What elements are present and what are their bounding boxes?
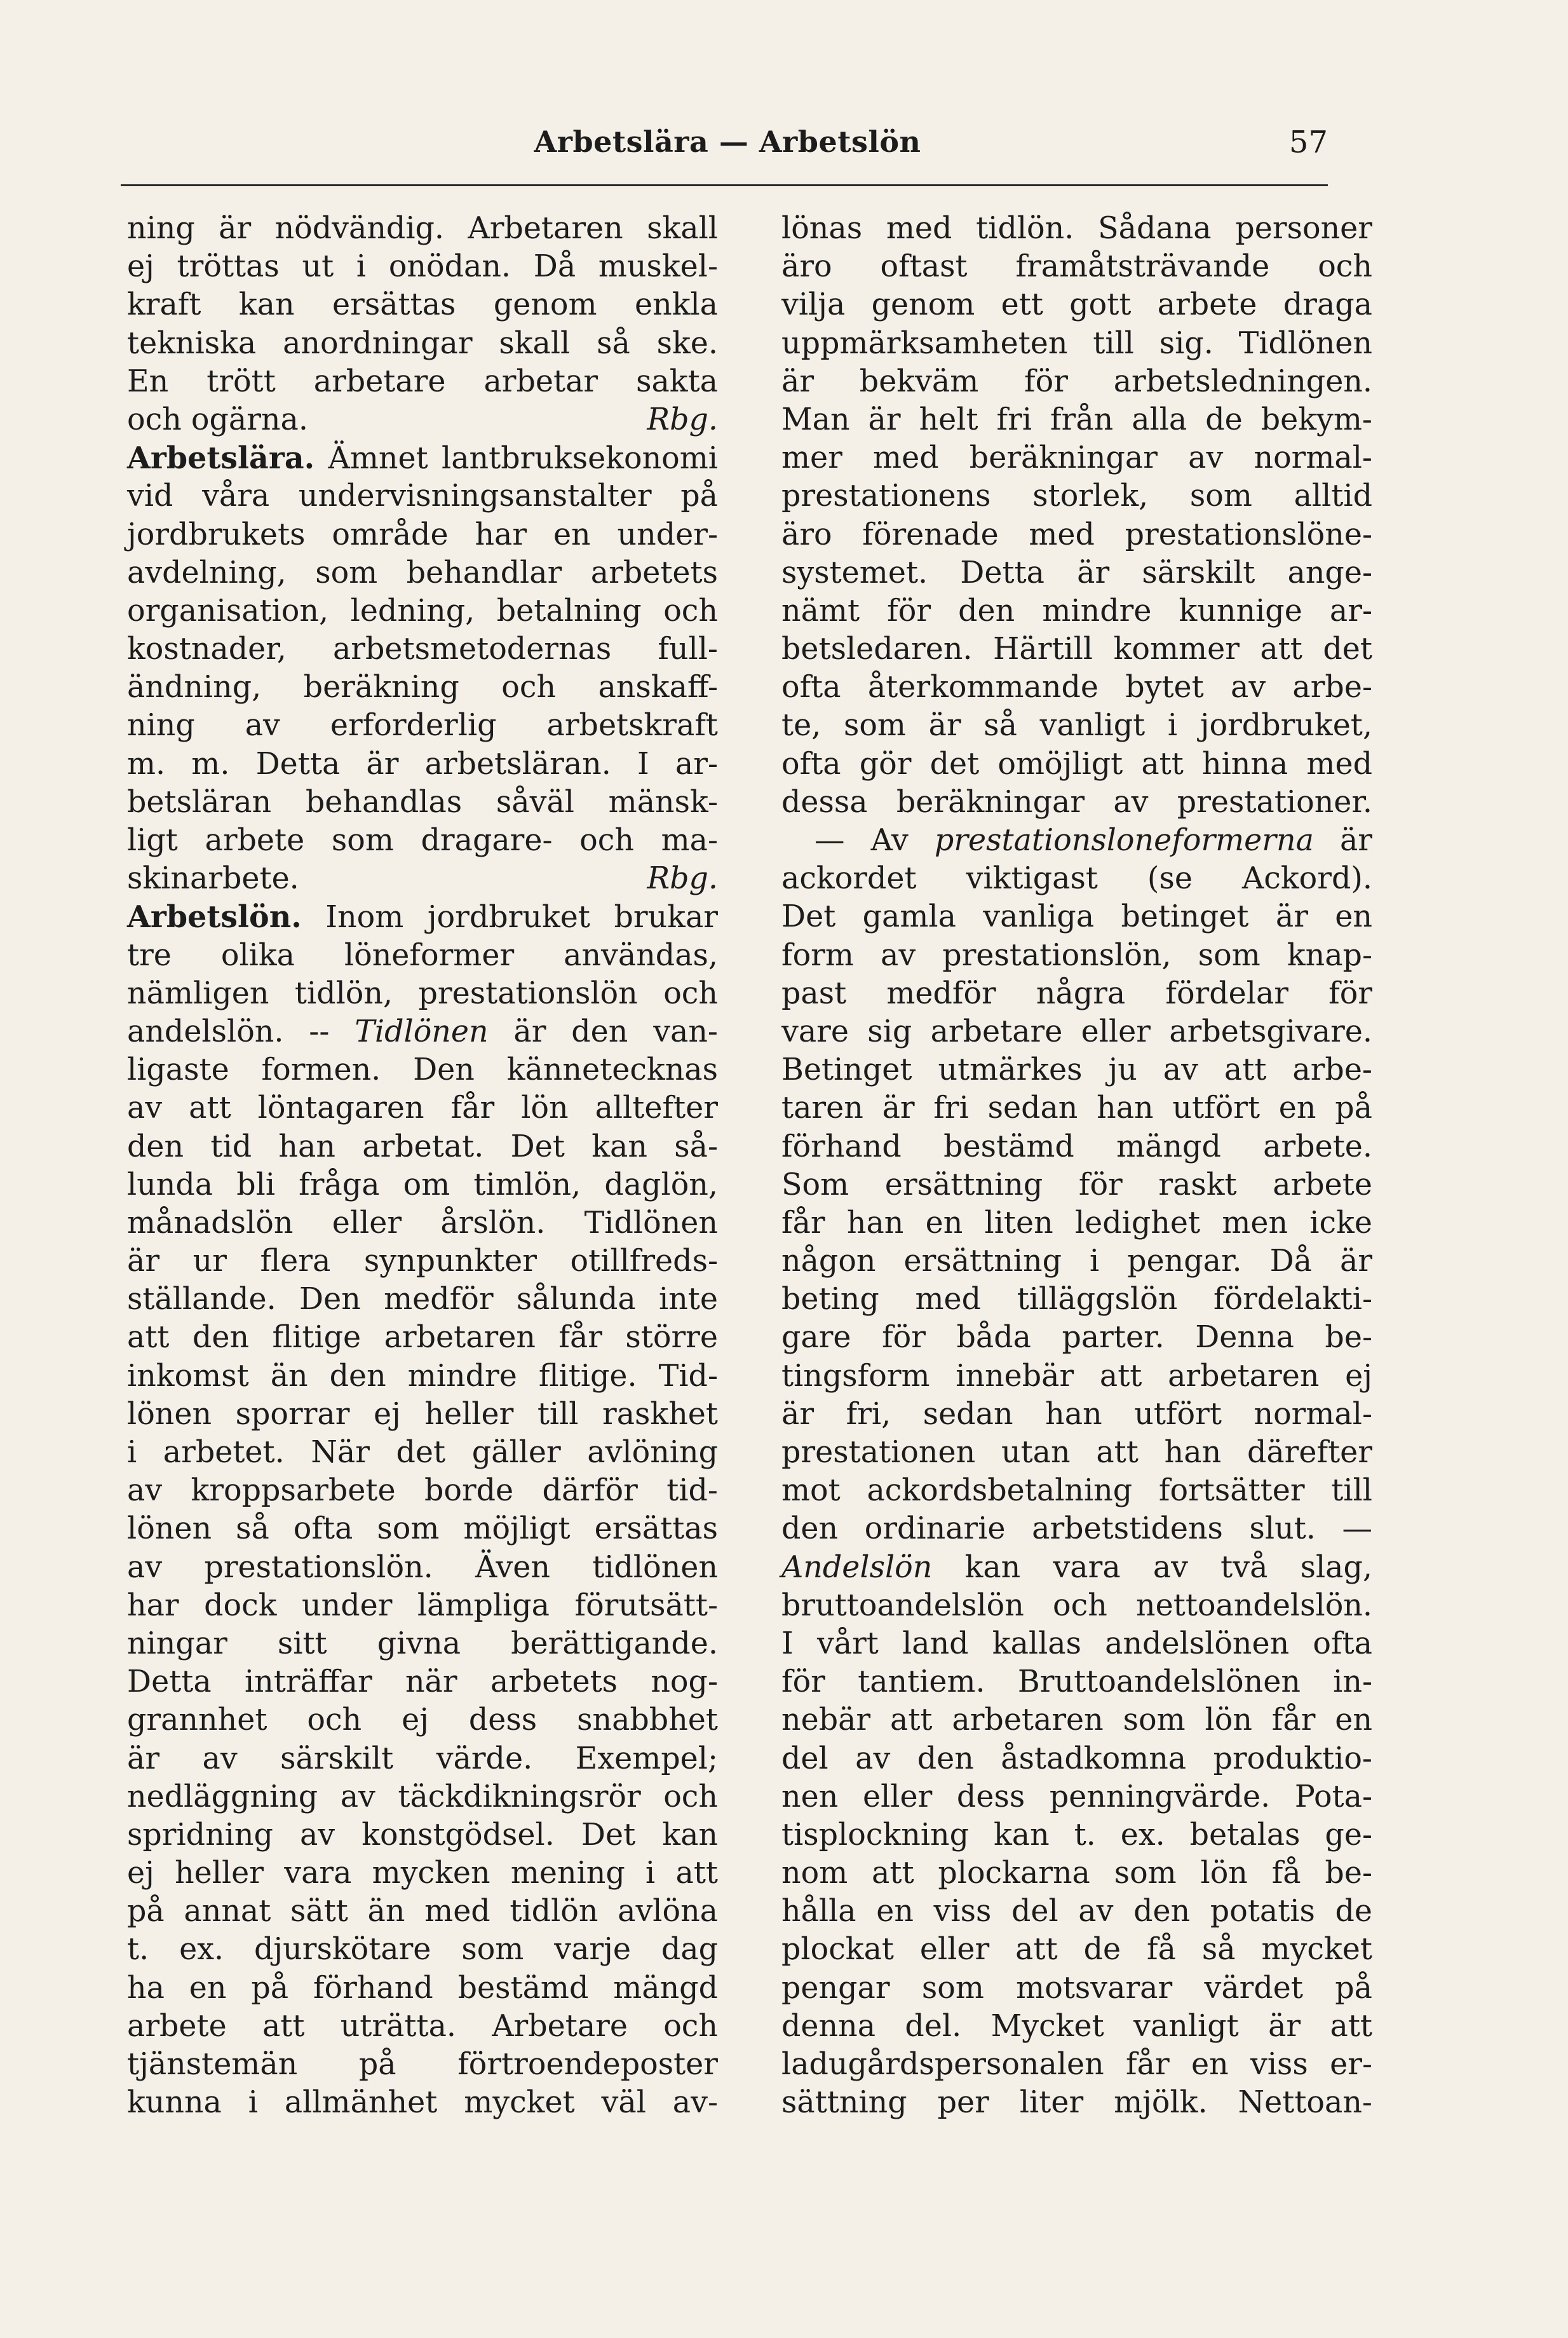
text-line: betsläran behandlas såväl mänsk-: [127, 784, 718, 820]
text-line: ning av erforderlig arbetskraft: [127, 708, 718, 744]
text-line-with-signature: [127, 401, 718, 439]
text-line: på annat sätt än med tidlön avlöna: [127, 1894, 718, 1929]
text-line: ofta gör det omöjligt att hinna med: [781, 746, 1372, 782]
header-rule: [121, 184, 1328, 186]
text-line: prestationen utan att han därefter: [781, 1435, 1372, 1470]
entry-first-line: [127, 898, 718, 936]
text-line: mot ackordsbetalning fortsätter till: [781, 1473, 1372, 1509]
text-line: m. m. Detta är arbetsläran. I ar-: [127, 746, 718, 782]
text-line: [781, 822, 1372, 860]
text-line: uppmärksamheten till sig. Tidlönen: [781, 325, 1372, 361]
text-line: den tid han arbetat. Det kan så-: [127, 1129, 718, 1164]
entry-first-line: [127, 439, 718, 477]
text-line: är fri, sedan han utfört normal-: [781, 1396, 1372, 1432]
text-fragment: och ogärna.: [127, 402, 308, 437]
text-line: ligaste formen. Den kännetecknas: [127, 1052, 718, 1088]
text-fragment: Inom jordbruket brukar: [325, 900, 718, 935]
text-line: denna del. Mycket vanligt är att: [781, 2008, 1372, 2044]
text-line: form av prestationslön, som knap-: [781, 937, 1372, 973]
text-line: lönas med tidlön. Sådana personer: [781, 211, 1372, 246]
text-line: jordbrukets område har en under-: [127, 517, 718, 552]
text-line: grannhet och ej dess snabbhet: [127, 1703, 718, 1738]
text-line: av prestationslön. Även tidlönen: [127, 1549, 718, 1585]
page-header: [127, 125, 1328, 175]
text-fragment: är den van-: [488, 1014, 718, 1049]
text-line: kostnader, arbetsmetodernas full-: [127, 632, 718, 667]
text-line: lönen sporrar ej heller till raskhet: [127, 1396, 718, 1432]
text-line: ladugårdspersonalen får en viss er-: [781, 2047, 1372, 2082]
text-line: förhand bestämd mängd arbete.: [781, 1129, 1372, 1164]
author-signature: Rbg.: [647, 861, 718, 897]
text-line-with-signature: [127, 860, 718, 898]
text-line: ackordet viktigast (se Ackord).: [781, 861, 1372, 897]
text-line: Betinget utmärkes ju av att arbe-: [781, 1052, 1372, 1088]
text-line: taren är fri sedan han utfört en på: [781, 1091, 1372, 1126]
text-line: nämt för den mindre kunnige ar-: [781, 593, 1372, 629]
text-line: Man är helt fri från alla de bekym-: [781, 402, 1372, 437]
text-fragment: kan vara av två slag,: [932, 1549, 1372, 1585]
text-line: [781, 1549, 1372, 1587]
text-line: inkomst än den mindre flitige. Tid-: [127, 1358, 718, 1394]
entry-headword: Arbetslära.: [127, 440, 315, 477]
text-line: nämligen tidlön, prestationslön och: [127, 975, 718, 1011]
entry-headword: Arbetslön.: [127, 899, 302, 935]
text-line: te, som är så vanligt i jordbruket,: [781, 708, 1372, 744]
text-line: organisation, ledning, betalning och: [127, 593, 718, 629]
text-line: ha en på förhand bestämd mängd: [127, 1970, 718, 2006]
text-line: den ordinarie arbetstidens slut. —: [781, 1511, 1372, 1547]
text-line: lunda bli fråga om timlön, daglön,: [127, 1167, 718, 1202]
text-line: i arbetet. När det gäller avlöning: [127, 1435, 718, 1470]
right-column: [781, 210, 1372, 2122]
text-line: del av den åstadkomna produktio-: [781, 1741, 1372, 1776]
text-line: dessa beräkningar av prestationer.: [781, 784, 1372, 820]
text-line: tre olika löneformer användas,: [127, 937, 718, 973]
text-line: systemet. Detta är särskilt ange-: [781, 555, 1372, 590]
text-line: nedläggning av täckdikningsrör och: [127, 1779, 718, 1814]
text-line: avdelning, som behandlar arbetets: [127, 555, 718, 590]
text-line: ning är nödvändig. Arbetaren skall: [127, 211, 718, 246]
text-line: tjänstemän på förtroendeposter: [127, 2047, 718, 2082]
text-line: past medför några fördelar för: [781, 975, 1372, 1011]
text-line: ej tröttas ut i onödan. Då muskel-: [127, 249, 718, 285]
text-line: prestationens storlek, som alltid: [781, 479, 1372, 514]
text-line: har dock under lämpliga förutsätt-: [127, 1587, 718, 1623]
italic-term: Tidlönen: [355, 1014, 489, 1049]
text-line: månadslön eller årslön. Tidlönen: [127, 1205, 718, 1240]
text-line: [127, 1013, 718, 1051]
text-line: för tantiem. Bruttoandelslönen in-: [781, 1664, 1372, 1700]
text-line: ställande. Den medför sålunda inte: [127, 1282, 718, 1317]
text-line: tisplockning kan t. ex. betalas ge-: [781, 1817, 1372, 1852]
text-line: kraft kan ersättas genom enkla: [127, 287, 718, 323]
author-signature: Rbg.: [647, 402, 718, 437]
text-fragment: andelslön. --: [127, 1014, 355, 1049]
running-head: Arbetslära — Arbetslön: [534, 125, 921, 159]
text-line: gare för båda parter. Denna be-: [781, 1320, 1372, 1356]
text-line: I vårt land kallas andelslönen ofta: [781, 1626, 1372, 1661]
text-line: att den flitige arbetaren får större: [127, 1320, 718, 1356]
text-line: nebär att arbetaren som lön får en: [781, 1703, 1372, 1738]
text-line: betsledaren. Härtill kommer att det: [781, 632, 1372, 667]
text-line: nom att plockarna som lön få be-: [781, 1856, 1372, 1891]
text-fragment: Ämnet lantbruksekonomi: [328, 441, 718, 477]
text-line: nen eller dess penningvärde. Pota-: [781, 1779, 1372, 1814]
text-line: ofta återkommande bytet av arbe-: [781, 670, 1372, 705]
text-line: är av särskilt värde. Exempel;: [127, 1741, 718, 1776]
text-line: Detta inträffar när arbetets nog-: [127, 1664, 718, 1700]
text-line: plockat eller att de få så mycket: [781, 1932, 1372, 1968]
text-line: av att löntagaren får lön alltefter: [127, 1091, 718, 1126]
text-line: får han en liten ledighet men icke: [781, 1205, 1372, 1240]
page-number: 57: [1288, 125, 1328, 160]
text-line: vilja genom ett gott arbete draga: [781, 287, 1372, 323]
text-line: vid våra undervisningsanstalter på: [127, 479, 718, 514]
left-column: [127, 210, 718, 2122]
text-fragment: skinarbete.: [127, 861, 299, 897]
text-line: kunna i allmänhet mycket väl av-: [127, 2085, 718, 2121]
text-line: Det gamla vanliga betinget är en: [781, 899, 1372, 935]
text-line: tekniska anordningar skall så ske.: [127, 325, 718, 361]
text-line: spridning av konstgödsel. Det kan: [127, 1817, 718, 1852]
text-line: Som ersättning för raskt arbete: [781, 1167, 1372, 1202]
text-line: tingsform innebär att arbetaren ej: [781, 1358, 1372, 1394]
text-line: är ur flera synpunkter otillfreds-: [127, 1244, 718, 1279]
text-line: En trött arbetare arbetar sakta: [127, 364, 718, 399]
text-line: hålla en viss del av den potatis de: [781, 1894, 1372, 1929]
text-line: är bekväm för arbetsledningen.: [781, 364, 1372, 399]
text-line: beting med tilläggslön fördelakti-: [781, 1282, 1372, 1317]
italic-term: prestationsloneformerna: [934, 823, 1314, 858]
text-line: vare sig arbetare eller arbetsgivare.: [781, 1014, 1372, 1049]
text-line: mer med beräkningar av normal-: [781, 440, 1372, 476]
text-line: ändning, beräkning och anskaff-: [127, 670, 718, 705]
text-line: äro förenade med prestationslöne-: [781, 517, 1372, 552]
text-fragment: — Av: [814, 823, 935, 858]
text-line: äro oftast framåtsträvande och: [781, 249, 1372, 285]
text-line: sättning per liter mjölk. Nettoan-: [781, 2085, 1372, 2121]
text-line: arbete att uträtta. Arbetare och: [127, 2008, 718, 2044]
text-line: t. ex. djurskötare som varje dag: [127, 1932, 718, 1968]
text-line: ningar sitt givna berättigande.: [127, 1626, 718, 1661]
text-line: lönen så ofta som möjligt ersättas: [127, 1511, 718, 1547]
text-line: någon ersättning i pengar. Då är: [781, 1244, 1372, 1279]
text-line: bruttoandelslön och nettoandelslön.: [781, 1587, 1372, 1623]
text-line: av kroppsarbete borde därför tid-: [127, 1473, 718, 1509]
text-fragment: är: [1313, 823, 1372, 858]
italic-term: Andelslön: [781, 1549, 933, 1585]
text-line: ligt arbete som dragare- och ma-: [127, 823, 718, 858]
text-line: ej heller vara mycken mening i att: [127, 1856, 718, 1891]
text-line: pengar som motsvarar värdet på: [781, 1970, 1372, 2006]
